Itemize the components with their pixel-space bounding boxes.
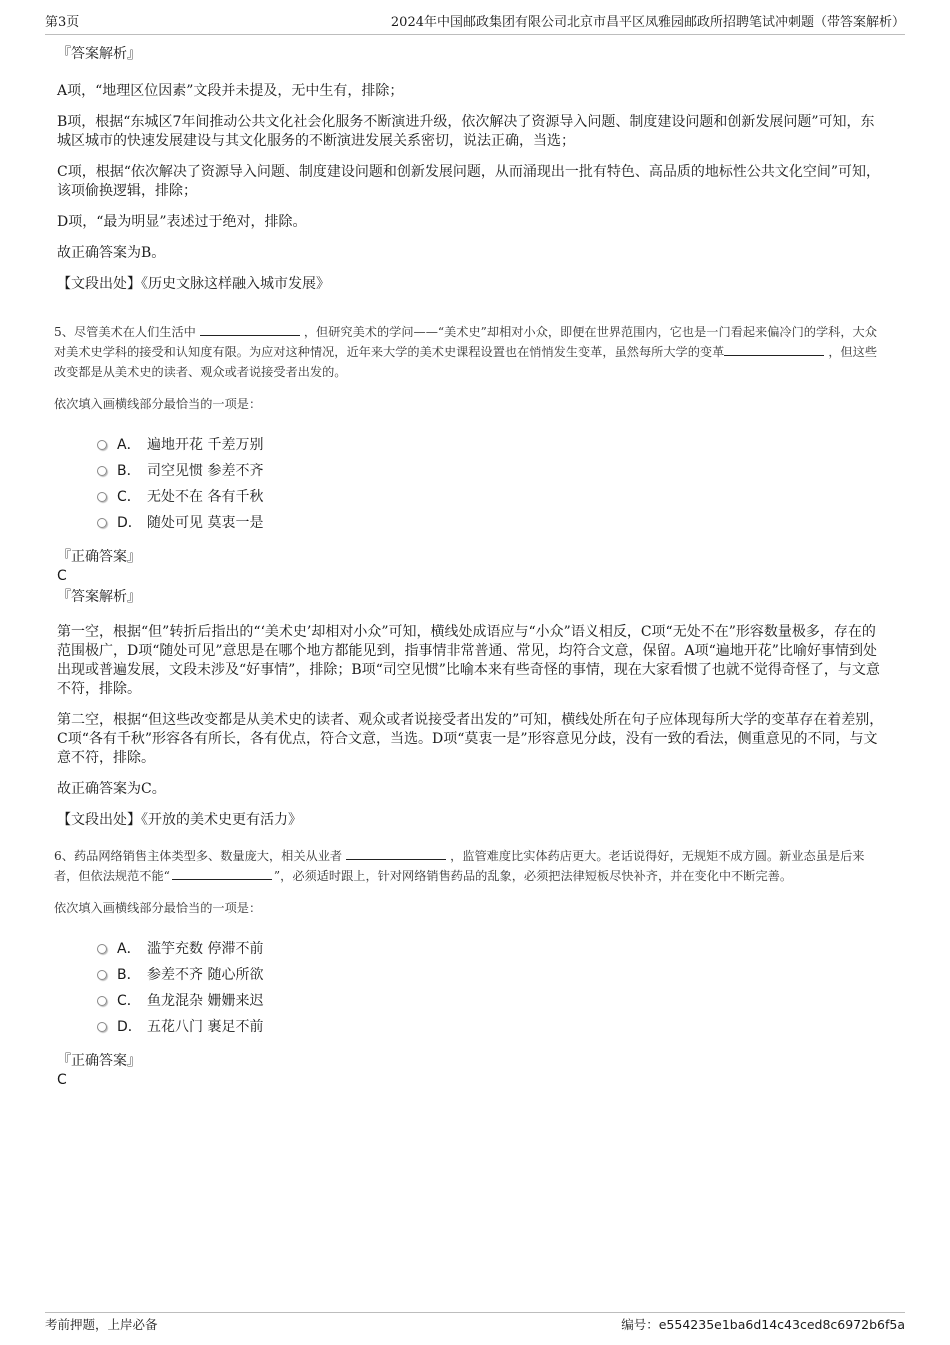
q6-option-b[interactable] <box>97 962 887 988</box>
q6-option-a[interactable] <box>97 936 887 962</box>
option-text: 滥竽充数 停滞不前 <box>147 941 264 957</box>
q5-option-b[interactable] <box>97 458 887 484</box>
option-text: 五花八门 裹足不前 <box>147 1019 264 1035</box>
q5-blank-2 <box>724 343 824 356</box>
q6-option-d[interactable] <box>97 1014 887 1040</box>
code-label: 编号： <box>621 1317 659 1332</box>
q6-stem <box>54 846 887 886</box>
q6-blank-1 <box>346 847 446 860</box>
footer-slogan: 考前押题，上岸必备 <box>45 1317 158 1332</box>
q5-option-d[interactable] <box>97 510 887 536</box>
q5-stem-part3: ，但这些改变都是从美术史的读者、观众或者说接受者出发的。 <box>54 345 878 379</box>
q5-option-a[interactable] <box>97 432 887 458</box>
option-text: 司空见惯 参差不齐 <box>147 463 264 479</box>
radio-button-icon[interactable] <box>97 492 107 502</box>
q6-prompt: 依次填入画横线部分最恰当的一项是： <box>54 901 262 915</box>
q5-prompt: 依次填入画横线部分最恰当的一项是： <box>54 397 262 411</box>
q4-analysis-d: D项，“最为明显”表述过于绝对，排除。 <box>57 214 307 230</box>
page-header <box>45 14 905 35</box>
q6-answer-label: 『正确答案』 <box>57 1053 141 1069</box>
option-letter: D． <box>117 1019 142 1035</box>
q4-source: 【文段出处】《历史文脉这样融入城市发展》 <box>57 276 330 292</box>
radio-button-icon[interactable] <box>97 944 107 954</box>
option-text: 参差不齐 随心所欲 <box>147 967 264 983</box>
document-title: 2024年中国邮政集团有限公司北京市昌平区凤雅园邮政所招聘笔试冲刺题（带答案解析） <box>390 15 905 30</box>
q5-analysis-label: 『答案解析』 <box>57 589 141 605</box>
option-text: 遍地开花 千差万别 <box>147 437 264 453</box>
q5-analysis-1: 第一空，根据“但”转折后指出的“‘美术史’却相对小众”可知，横线处成语应与“小众”语义相反，C项“无处不在”形容数量极多，存在的范围极广，D项“随处可见”意思是在哪个地方都能见到，指事情非常普通、常见，均符合文意，保留。A项“遍地开花”比喻好事情到处出现或普遍发展，文段未涉及“好事情”，排除；B项“司空见惯”比喻本来有些奇怪的事情，现在大家看惯了也就不觉得奇怪了，与文意不符，排除。 <box>57 624 880 697</box>
radio-button-icon[interactable] <box>97 518 107 528</box>
document-code <box>621 1315 905 1335</box>
q5-stem-part1: 5、尽管美术在人们生活中 <box>54 325 196 339</box>
q5-stem <box>54 322 887 382</box>
q6-option-c[interactable] <box>97 988 887 1014</box>
page-number: 第3页 <box>45 15 80 30</box>
q6-stem-part1: 6、药品网络销售主体类型多、数量庞大，相关从业者 <box>54 849 343 863</box>
q6-options <box>97 936 887 1040</box>
q6-stem-part3: ”，必须适时跟上，针对网络销售药品的乱象，必须把法律短板尽快补齐，并在变化中不断完善。 <box>273 869 793 883</box>
code-value: e554235e1ba6d14c43ced8c6972b6f5a <box>658 1317 905 1332</box>
option-letter: A． <box>117 437 141 453</box>
radio-button-icon[interactable] <box>97 466 107 476</box>
option-letter: C． <box>117 489 141 505</box>
option-letter: C． <box>117 993 141 1009</box>
option-letter: A． <box>117 941 141 957</box>
option-letter: B． <box>117 463 141 479</box>
option-text: 鱼龙混杂 姗姗来迟 <box>147 993 264 1009</box>
q6-blank-2 <box>172 867 272 880</box>
option-letter: B． <box>117 967 141 983</box>
q5-options <box>97 432 887 536</box>
option-text: 随处可见 莫衷一是 <box>147 515 264 531</box>
q5-conclusion: 故正确答案为C。 <box>57 781 166 797</box>
q5-answer-label: 『正确答案』 <box>57 549 141 565</box>
q4-analysis-a: A项，“地理区位因素”文段并未提及，无中生有，排除； <box>57 83 404 99</box>
document-body <box>54 45 887 1092</box>
option-text: 无处不在 各有千秋 <box>147 489 264 505</box>
q6-answer: C <box>57 1072 67 1088</box>
q6-stem-part2: ，监管难度比实体药店更大。老话说得好，无规矩不成方圆。新业态虽是后来者，但依法规范不能“ <box>54 849 865 883</box>
radio-button-icon[interactable] <box>97 970 107 980</box>
radio-button-icon[interactable] <box>97 996 107 1006</box>
q5-blank-1 <box>200 323 300 336</box>
q4-conclusion: 故正确答案为B。 <box>57 245 166 261</box>
q4-analysis-b: B项，根据“东城区7年间推动公共文化社会化服务不断演进升级，依次解决了资源导入问题、制度建设问题和创新发展问题”可知，东城区城市的快速发展建设与其文化服务的不断演进发展关系密切，说法正确，当选； <box>57 114 875 149</box>
q5-stem-part2: ，但研究美术的学问——“美术史”却相对小众，即便在世界范围内，它也是一门看起来偏冷门的学科，大众对美术史学科的接受和认知度有限。为应对这种情况，近年来大学的美术史课程设置也在悄悄发生变革，虽然每所大学的变革 <box>54 325 877 359</box>
radio-button-icon[interactable] <box>97 440 107 450</box>
option-letter: D． <box>117 515 142 531</box>
q5-answer: C <box>57 568 67 584</box>
q4-analysis-c: C项，根据“依次解决了资源导入问题、制度建设问题和创新发展问题，从而涌现出一批有特色、高品质的地标性公共文化空间”可知，该项偷换逻辑，排除； <box>57 164 881 199</box>
page-footer <box>45 1312 905 1335</box>
q5-option-c[interactable] <box>97 484 887 510</box>
q4-analysis-label: 『答案解析』 <box>57 46 141 62</box>
q5-source: 【文段出处】《开放的美术史更有活力》 <box>57 812 302 828</box>
radio-button-icon[interactable] <box>97 1022 107 1032</box>
q5-analysis-2: 第二空，根据“但这些改变都是从美术史的读者、观众或者说接受者出发的”可知，横线处所在句子应体现每所大学的变革存在着差别，C项“各有千秋”形容各有所长，各有优点，符合文意，当选。D项“莫衷一是”形容意见分歧，没有一致的看法，侧重意见的不同，与文意不符，排除。 <box>57 712 884 766</box>
